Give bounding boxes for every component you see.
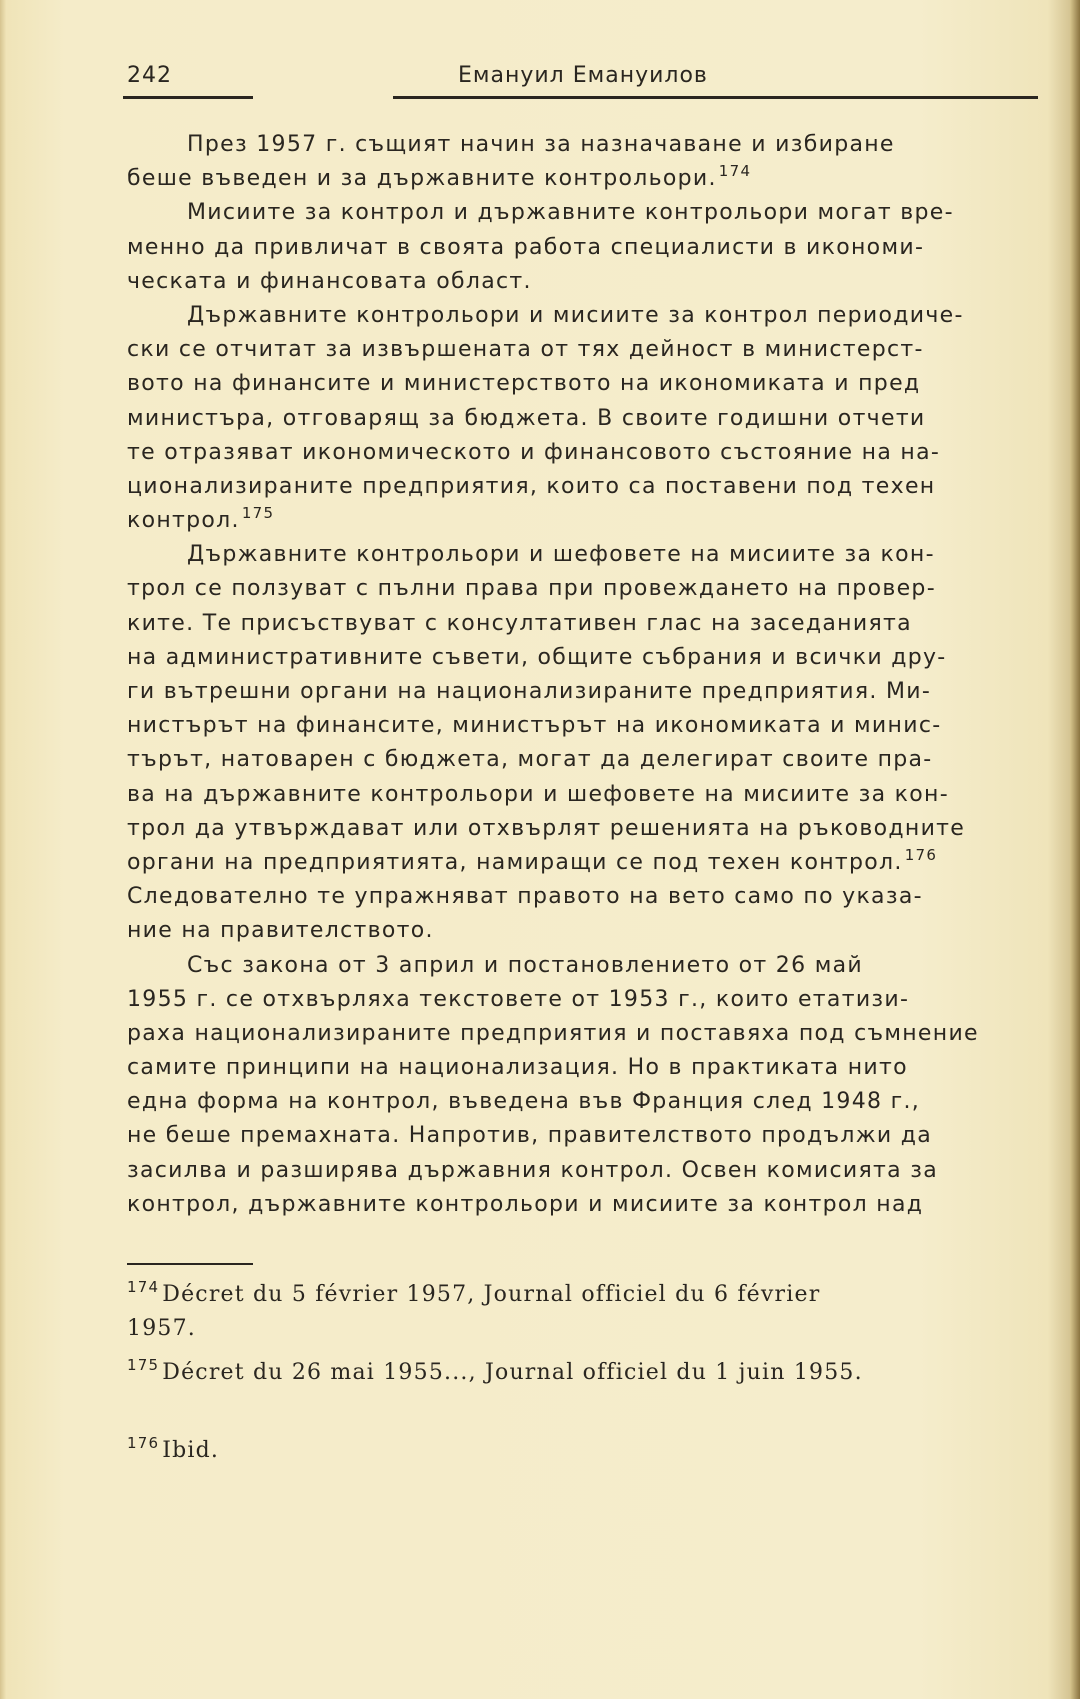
text-line: Следователно те упражняват правото на вето само по указа- <box>127 884 923 910</box>
text-line: на административните съвети, общите събрания и всички дру- <box>127 644 947 670</box>
footnote-mark: 174 <box>127 1278 160 1296</box>
text-line: самите принципи на национализация. Но в практиката нито <box>127 1055 908 1081</box>
text-line: засилва и разширява държавния контрол. Освен комисията за <box>127 1157 939 1183</box>
text-line: нистърът на финансите, министърът на икономиката и минис- <box>127 713 942 739</box>
page-left-edge <box>0 0 6 1699</box>
text-line: трол се ползуват с пълни права при провеждането на провер- <box>127 576 936 602</box>
text-line: контрол. $^{175}$ <box>127 504 275 534</box>
footnote-line: $^{176}$ Ibid. <box>127 1434 220 1463</box>
footnote-ref-175[interactable]: 175 <box>241 504 275 523</box>
text-line: една форма на контрол, въведена във Франция след 1948 г., <box>127 1089 921 1115</box>
text-line: не беше премахната. Напротив, правителството продължи да <box>127 1123 933 1149</box>
footnote-separator <box>127 1263 253 1265</box>
text-line: контрол, държавните контрольори и мисиите за контрол над <box>127 1191 924 1217</box>
text-line: Мисиите за контрол и държавните контрольори могат вре- <box>187 200 954 226</box>
text-line: вото на финансите и министерството на икономиката и пред <box>127 371 921 397</box>
text-line: ги вътрешни органи на национализираните предприятия. Ми- <box>127 679 932 704</box>
text-line: министъра, отговарящ за бюджета. В своите годишни отчети <box>127 405 926 431</box>
text-line: ческата и финансовата област. <box>127 268 532 294</box>
footnote-176 <box>127 1434 219 1468</box>
text-line: търът, натоварен с бюджета, могат да делегират своите пра- <box>127 747 933 773</box>
text-line: трол да утвърждават или отхвърлят решенията на ръководните <box>127 815 966 841</box>
header-rule-left <box>123 96 253 99</box>
body-text <box>127 128 1057 1222</box>
footnote-ref-176[interactable]: 176 <box>904 845 938 864</box>
text-line: ние на правителството. <box>127 918 434 944</box>
text-line: Държавните контрольори и мисиите за контрол периодиче- <box>187 302 964 328</box>
text-line: менно да привличат в своята работа специалисти в икономи- <box>127 234 925 260</box>
footnote-175 <box>127 1356 863 1390</box>
text-line: ва на държавните контрольори и шефовете на мисиите за кон- <box>127 781 949 807</box>
text-line: ски се отчитат за извършената от тях дейност в министерст- <box>127 337 924 363</box>
text-line: През 1957 г. същият начин за назначаване и избиране <box>187 132 895 157</box>
footnote-line: 1957. <box>127 1316 196 1341</box>
header-rule-right <box>393 96 1038 99</box>
running-head: Емануил Емануилов <box>458 63 708 88</box>
footnote-line: $^{174}$ Décret du 5 février 1957, Journal officiel du 6 février <box>127 1278 821 1307</box>
footnote-mark: 176 <box>127 1434 160 1452</box>
text-line: органи на предприятията, намиращи се под техен контрол. $^{176}$ <box>127 845 938 875</box>
text-line: беше въведен и за държавните контрольори. $^{174}$ <box>127 162 752 192</box>
footnote-ref-174[interactable]: 174 <box>718 162 752 181</box>
text-line: ките. Те присъствуват с консултативен глас на заседанията <box>127 610 912 636</box>
footnote-line: $^{175}$ Décret du 26 mai 1955..., Journal officiel du 1 juin 1955. <box>127 1356 863 1385</box>
footnote-174 <box>127 1278 820 1346</box>
page-header <box>123 63 1038 99</box>
page-right-edge <box>1070 0 1080 1699</box>
footnote-mark: 175 <box>127 1356 160 1374</box>
text-line: Със закона от 3 април и постановлението от 26 май <box>187 952 863 978</box>
text-line: раха национализираните предприятия и поставяха под съмнение <box>127 1020 979 1046</box>
text-line: те отразяват икономическото и финансовото състояние на на- <box>127 439 941 465</box>
text-line: ционализираните предприятия, които са поставени под техен <box>127 473 936 499</box>
text-line: Държавните контрольори и шефовете на мисиите за кон- <box>187 542 935 568</box>
text-line: 1955 г. се отхвърляха текстовете от 1953 г., които етатизи- <box>127 986 910 1012</box>
page-number: 242 <box>127 63 172 88</box>
